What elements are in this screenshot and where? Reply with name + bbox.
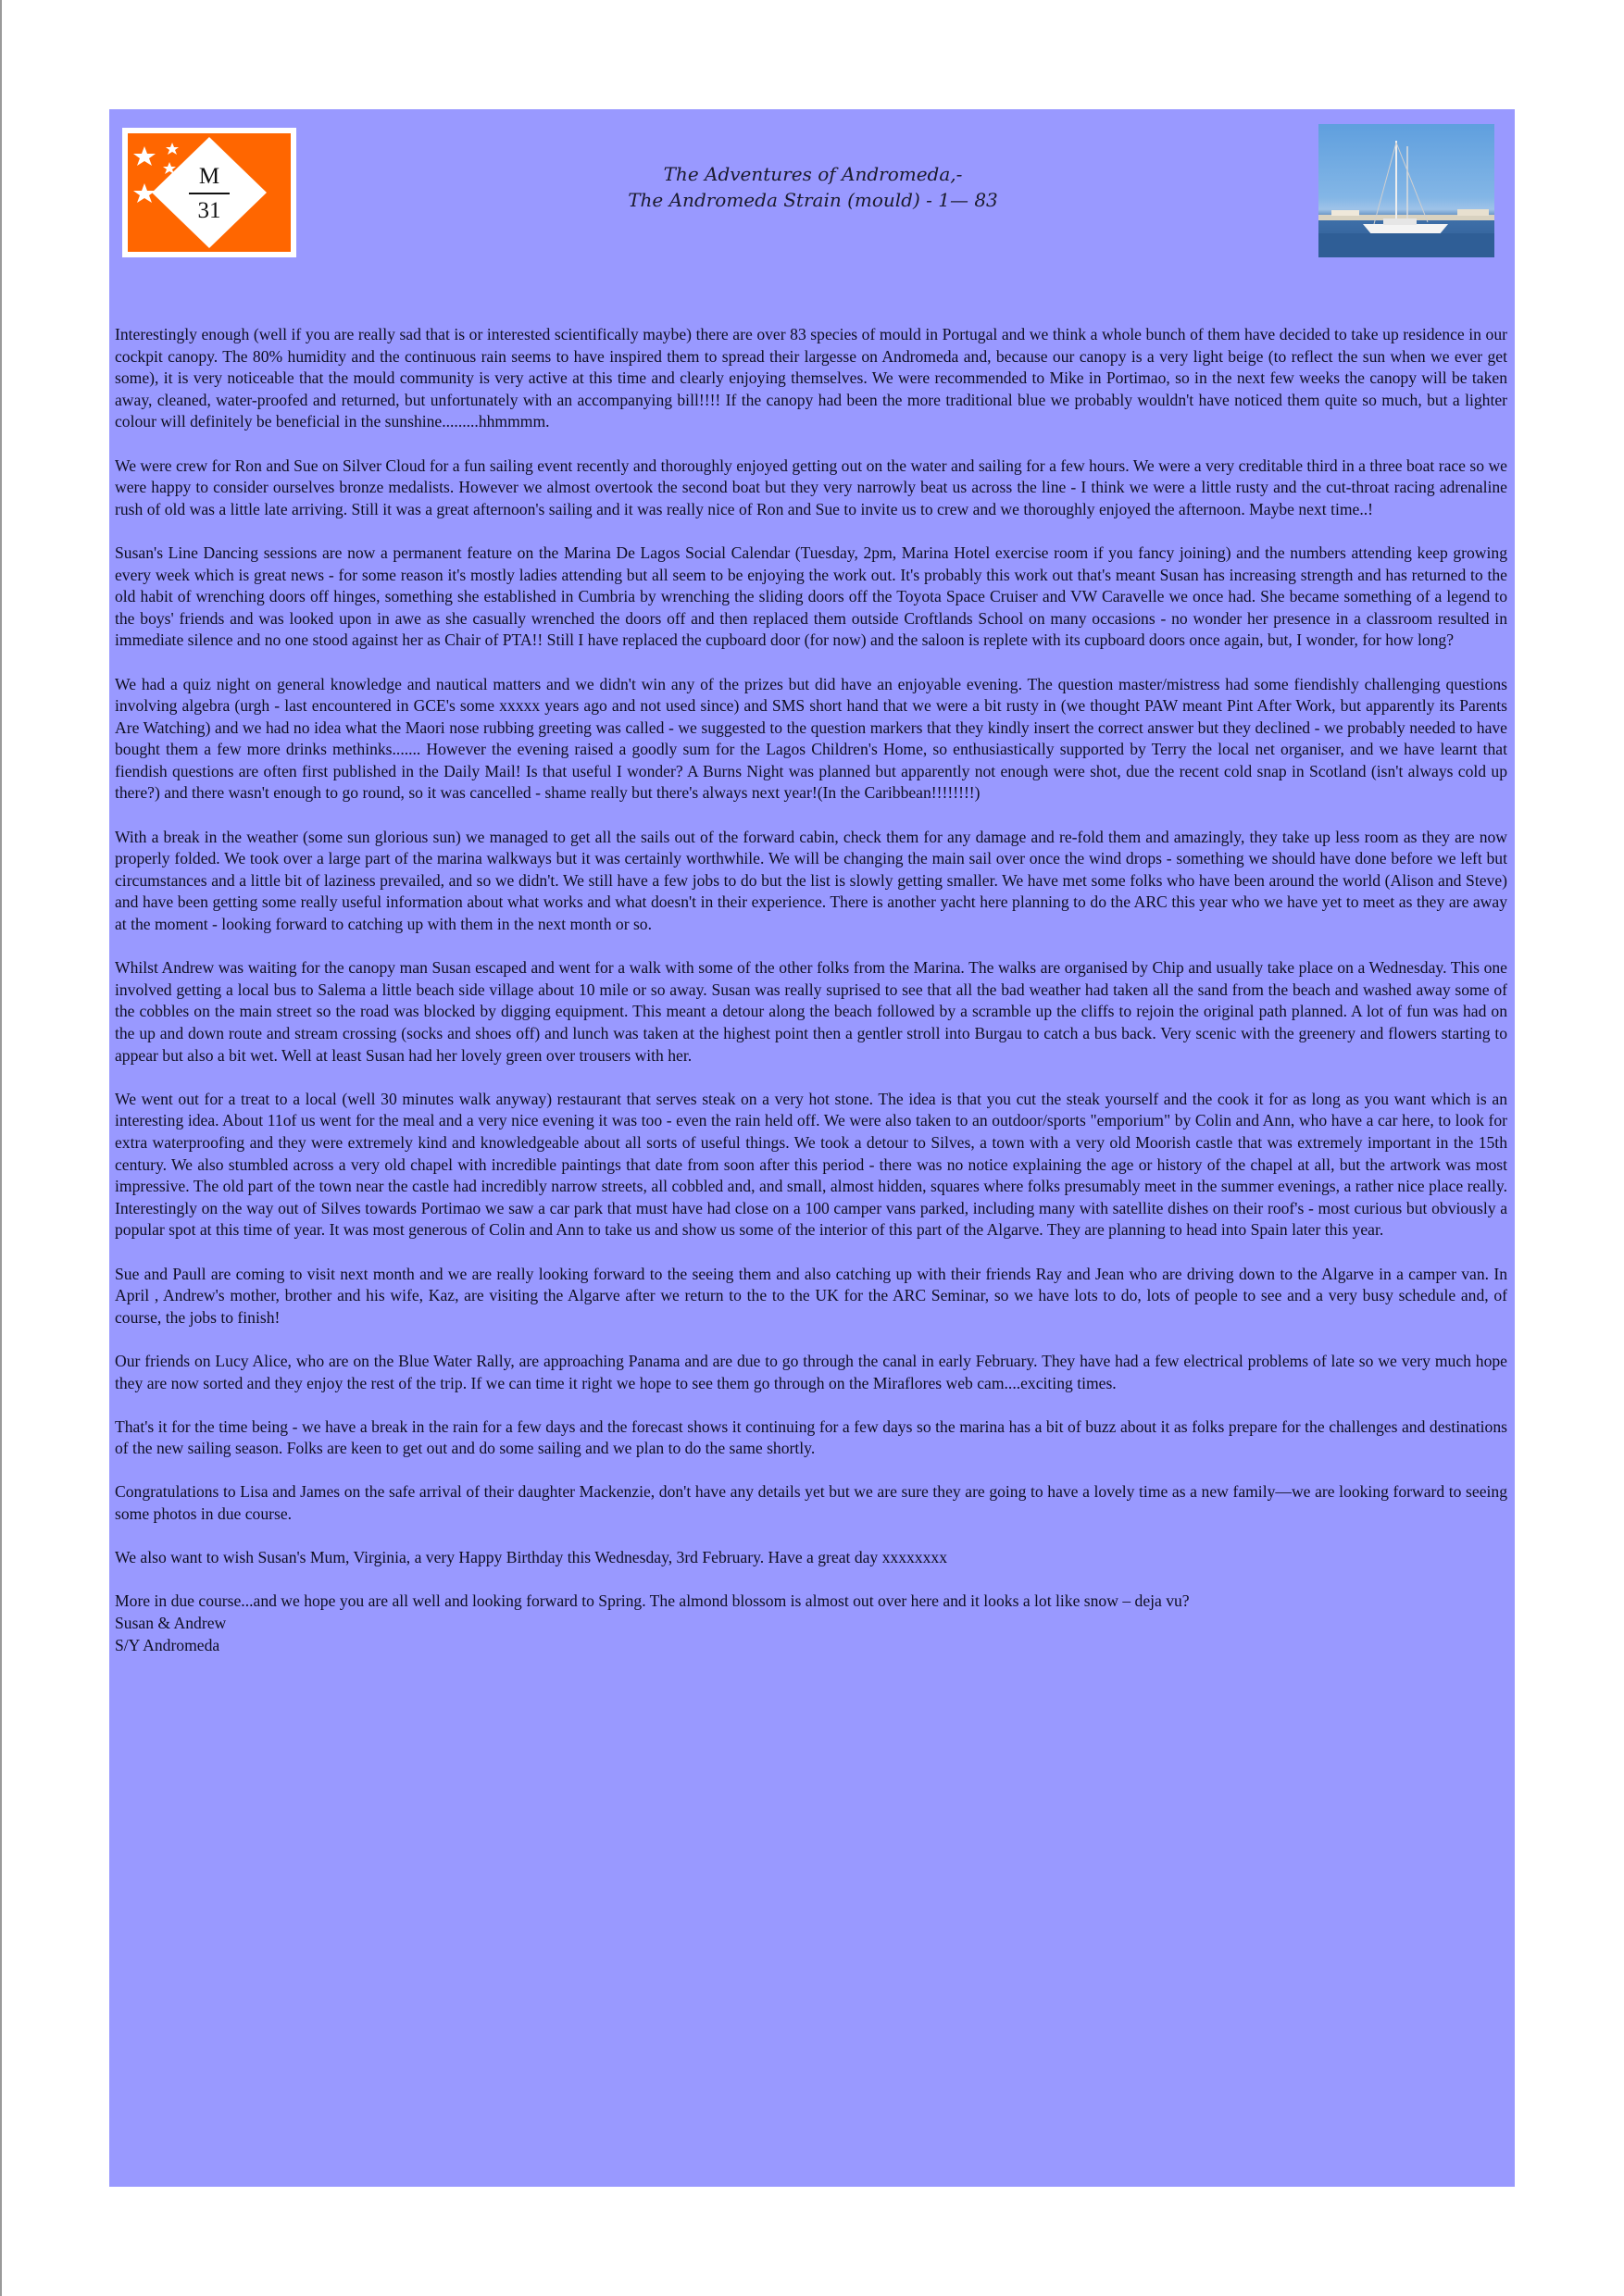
paragraph-lucy-alice: Our friends on Lucy Alice, who are on the Blue Water Rally, are approaching Panama and are due to go through the canal in early February. They have had a few electrical problems of late so we very much hope they are now sorted and they enjoy the rest of the trip. If we can time it right we hope to see them go through on the Miraflores web cam....exciting times. xyxy=(115,1351,1507,1392)
paragraph-congratulations: Congratulations to Lisa and James on the safe arrival of their daughter Mackenzie, don't have any details yet but we are sure they are going to have a lovely time as a new family—we are looking forward to seeing some photos in due course. xyxy=(115,1482,1507,1524)
paragraph-restaurant: We went out for a treat to a local (well 30 minutes walk anyway) restaurant that serves steak on a very hot stone. The idea is that you cut the steak yourself and the cook it for as long as you want which is an interesting idea. About 11of us went for the meal and a very nice evening it was too - even the rain held off. We were also taken to an outdoor/sports "emporium" by Colin and Ann, who have a car here, to look for extra waterproofing and they were extremely kind and knowledgeable about all sorts of useful things. We took a detour to Silves, a town with a very old Moorish castle that was extremely important in the 15th century. We also stumbled across a very old chapel with incredible paintings that date from soon after this period - there was no notice explaining the age or history of the chapel at all, but the artwork was most impressive. The old part of the town near the castle had incredibly narrow streets, all cobbled and, and small, almost hidden, squares where folks presumably meet in the summer evenings, a rather nice place really. Interestingly on the way out of Silves towards Portimao we saw a car park that must have had close on a 100 camper vans parked, including many with satellite dishes on their roof's - most curious but obviously a popular spot at this time of year. It was most generous of Colin and Ann to take us and show us some of the interior of this part of the Algarve. They are planning to head into Spain later this year. xyxy=(115,1089,1507,1240)
logo-divider xyxy=(189,193,230,194)
page-left-rule xyxy=(0,0,2,2296)
newsletter-panel xyxy=(109,109,1515,2187)
title-line-1: The Adventures of Andromeda,- xyxy=(663,163,963,185)
title-line-2: The Andromeda Strain (mould) - 1— 83 xyxy=(628,189,998,211)
signature-names: Susan & Andrew xyxy=(115,1614,227,1633)
paragraph-quiz-night: We had a quiz night on general knowledge and nautical matters and we didn't win any of the prizes but did have an enjoyable evening. The question master/mistress had some fiendishly challenging questions involving algebra (urgh - last encountered in GCE's some xxxxx years ago and not used since) and SMS short hand that we were a bit rusty in (we thought PAW meant Pint After Work, but apparently its Parents Are Watching) and we had no idea what the Maori nose rubbing greeting was called - we suggested to the question markers that they kindly insert the correct answer but they declined - we probably needed to have bought them a few more drinks methinks....... However the evening raised a goodly sum for the Lagos Children's Home, so enthusiastically supported by Terry the local net organiser, and we have learnt that fiendish questions are often first published in the Daily Mail! Is that useful I wonder? A Burns Night was planned but apparently not enough were shot, due the recent cold snap in Scotland (isn't always cold up there?) and there wasn't enough to go round, so it was cancelled - shame really but there's always next year!(In the Caribbean!!!!!!!!) xyxy=(115,674,1507,803)
logo-top-text: M xyxy=(198,164,220,189)
paragraph-mould: Interestingly enough (well if you are really sad that is or interested scientifically maybe) there are over 83 species of mould in Portugal and we think a whole bunch of them have decided to take up residence in our cockpit canopy. The 80% humidity and the continuous rain seems to have inspired them to spread their largesse on Andromeda and, because our canopy is a very light beige (to reflect the sun when we ever get some), it is very noticeable that the mould community is very active at this time and clearly enjoying themselves. We were recommended to Mike in Portimao, so in the next few weeks the canopy will be taken away, cleaned, water-proofed and returned, but unfortunately with an accompanying bill!!!! If the canopy had been the more traditional blue we probably wouldn't have noticed them quite so much, but a lighter colour will definitely be beneficial in the sunshine.........hhmmmm. xyxy=(115,325,1507,431)
closing xyxy=(115,1591,1507,1656)
yacht-photo xyxy=(1318,124,1494,257)
signature-yacht: S/Y Andromeda xyxy=(115,1635,220,1654)
paragraph-line-dancing: Susan's Line Dancing sessions are now a permanent feature on the Marina De Lagos Social Calendar (Tuesday, 2pm, Marina Hotel exercise room if you fancy joining) and the numbers attending keep growing every week which is great news - for some reason it's mostly ladies attending but all seem to be enjoying the work out. It's probably this work out that's meant Susan has increasing strength and has returned to the old habit of wrenching doors off hinges, something she established in Cumbria by wrenching the sliding doors off the Toyota Space Cruiser and VW Caravelle we once had. She became something of a legend to the boys' friends and was looked upon in awe as she casually wrenched the doors off and then replaced them outside Croftlands School on many occasions - no wonder her presence in a classroom resulted in immediate silence and no one stood against her as Chair of PTA!! Still I have replaced the cupboard door (for now) and the saloon is replete with its cupboard doors once again, but, I wonder, for how long? xyxy=(115,543,1507,650)
paragraph-silver-cloud: We were crew for Ron and Sue on Silver Cloud for a fun sailing event recently and thoroughly enjoyed getting out on the water and sailing for a few hours. We were a very creditable third in a three boat race so we were happy to consider ourselves bronze medalists. However we almost overtook the second boat but they very narrowly beat us across the line - I think we were a little rusty and the cut-throat racing adrenaline rush of old was a little late arriving. Still it was a great afternoon's sailing and it was really nice of Ron and Sue to invite us to crew and we thoroughly enjoyed the afternoon. Maybe next time..! xyxy=(115,455,1507,518)
paragraph-birthday: We also want to wish Susan's Mum, Virginia, a very Happy Birthday this Wednesday, 3rd February. Have a great day xxxxxxxx xyxy=(115,1548,947,1567)
paragraph-sails: With a break in the weather (some sun glorious sun) we managed to get all the sails out of the forward cabin, check them for any damage and re-fold them and amazingly, they take up less room as they are now properly folded. We took over a large part of the marina walkways but it was certainly worthwhile. We will be changing the main sail over once the wind drops - something we should have done before we left but circumstances and a little bit of laziness prevailed, and so we didn't. We still have a few jobs to do but the list is slowly getting smaller. We have met some folks who have been around the world (Alison and Steve) and have been getting some really useful information about what works and what doesn't in their experience. There is another yacht here planning to do the ARC this year who we have yet to meet as they are away at the moment - looking forward to catching up with them in the next month or so. xyxy=(115,827,1507,934)
logo xyxy=(122,128,296,257)
paragraph-visitors: Sue and Paull are coming to visit next month and we are really looking forward to the seeing them and also catching up with their friends Ray and Jean who are driving down to the Algarve in a camper van. In April , Andrew's mother, brother and his wife, Kaz, are visiting the Algarve after we return to the to the UK for the ARC Seminar, so we have lots to do, lots of people to see and a very busy schedule and, of course, the jobs to finish! xyxy=(115,1264,1507,1327)
paragraph-walk: Whilst Andrew was waiting for the canopy man Susan escaped and went for a walk with some of the other folks from the Marina. The walks are organised by Chip and usually take place on a Wednesday. This one involved getting a local bus to Salema a little beach side village about 10 mile or so away. Susan was really suprised to see that all the bad weather had taken all the sand from the beach and washed away some of the cobbles on the main street so the road was blocked by digging equipment. This meant a detour along the beach followed by a scramble up the cliffs to rejoin the original path planned. A lot of fun was had on the up and down route and stream crossing (socks and shoes off) and lunch was taken at the highest point then a gentler stroll into Burgau to catch a bus back. Very scenic with the greenery and flowers starting to appear but also a bit wet. Well at least Susan had her lovely green over trousers with her. xyxy=(115,958,1507,1065)
article-body xyxy=(115,324,1507,1656)
paragraph-weather: That's it for the time being - we have a break in the rain for a few days and the forecast shows it continuing for a few days so the marina has a bit of buzz about it as folks prepare for the challenges and destinations of the new sailing season. Folks are keen to get out and do some sailing and we plan to do the same shortly. xyxy=(115,1416,1507,1458)
logo-bottom-text: 31 xyxy=(197,198,221,223)
closing-line: More in due course...and we hope you are all well and looking forward to Spring. The almond blossom is almost out over here and it looks a lot like snow – deja vu? xyxy=(115,1591,1190,1611)
newsletter-title xyxy=(480,161,1146,213)
pennant-flag-icon xyxy=(128,133,291,252)
